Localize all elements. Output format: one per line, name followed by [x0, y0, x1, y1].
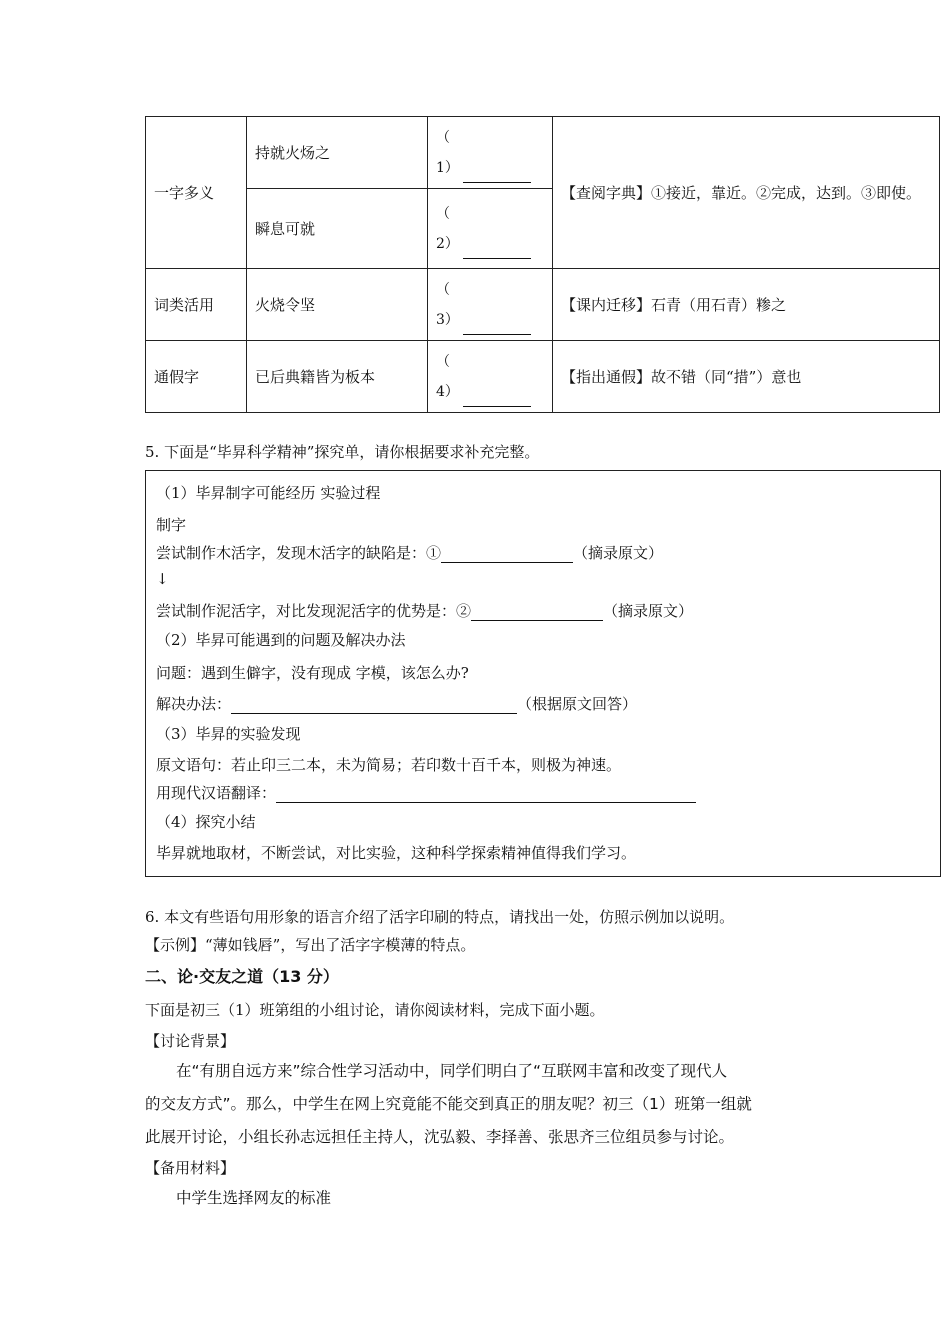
phrase-cell: 持就火炀之: [247, 117, 428, 189]
answer-blank-2[interactable]: [463, 244, 531, 259]
background-paragraph-line: 的交友方式”。那么，中学生在网上究竟能不能交到真正的朋友呢？初三（1）班第一组就: [145, 1095, 752, 1113]
background-paragraph-line: 此展开讨论，小组长孙志远担任主持人，沈弘毅、李择善、张思齐三位组员参与讨论。: [145, 1128, 735, 1146]
background-paragraph-line: 在“有朋自远方来”综合性学习活动中，同学们明白了“互联网丰富和改变了现代人: [176, 1062, 728, 1080]
answer-blank-translation[interactable]: [276, 788, 696, 803]
answer-blank-solution[interactable]: [231, 699, 517, 714]
note-cell: 【指出通假】故不错（同“措”）意也: [553, 341, 940, 413]
phrase-cell: 火烧令坚: [247, 269, 428, 341]
phrase-cell: 瞬息可就: [247, 189, 428, 269]
inquiry-line: （2）毕昇可能遇到的问题及解决办法: [156, 631, 406, 649]
section-intro: 下面是初三（1）班第组的小组讨论，请你阅读材料，完成下面小题。: [145, 1001, 605, 1019]
answer-cell: （ 4）: [428, 341, 553, 413]
inquiry-line: 尝试制作泥活字，对比发现泥活字的优势是：② （摘录原文）: [156, 602, 694, 620]
category-cell: 词类活用: [146, 269, 247, 341]
inquiry-line: 制字: [156, 516, 187, 534]
material-label: 【备用材料】: [145, 1159, 236, 1177]
arrow-down-icon: ↓: [156, 570, 169, 588]
inquiry-line: （4）探究小结: [156, 813, 256, 831]
phrase-cell: 已后典籍皆为板本: [247, 341, 428, 413]
answer-cell: （ 1）: [428, 117, 553, 189]
answer-blank-clay-advantage[interactable]: [471, 606, 603, 621]
inquiry-line: 原文语句：若止印三二本，未为简易；若印数十百千本，则极为神速。: [156, 756, 622, 774]
inquiry-line: 毕昇就地取材，不断尝试，对比实验，这种科学探索精神值得我们学习。: [156, 844, 637, 862]
inquiry-line: 尝试制作木活字，发现木活字的缺陷是：① （摘录原文）: [156, 544, 664, 562]
inquiry-line: （3）毕昇的实验发现: [156, 725, 301, 743]
category-cell: 通假字: [146, 341, 247, 413]
inquiry-line: 解决办法： （根据原文回答）: [156, 695, 638, 713]
answer-cell: （ 3）: [428, 269, 553, 341]
answer-blank-wood-defect[interactable]: [441, 548, 573, 563]
answer-blank-1[interactable]: [463, 168, 531, 183]
material-title: 中学生选择网友的标准: [176, 1189, 332, 1207]
inquiry-line: 问题：遇到生僻字，没有现成 字模，该怎么办?: [156, 664, 469, 682]
inquiry-box: [145, 470, 941, 877]
inquiry-line: （1）毕昇制字可能经历 实验过程: [156, 484, 381, 502]
discussion-background-label: 【讨论背景】: [145, 1032, 236, 1050]
vocab-table: [145, 116, 940, 413]
note-cell: 【课内迁移】石青（用石青）糁之: [553, 269, 940, 341]
category-cell: 一字多义: [146, 117, 247, 269]
question-6-prompt: 6. 本文有些语句用形象的语言介绍了活字印刷的特点，请找出一处，仿照示例加以说明。: [145, 908, 735, 926]
question-6-example: 【示例】“薄如钱唇”，写出了活字字模薄的特点。: [145, 936, 476, 954]
answer-cell: （ 2）: [428, 189, 553, 269]
question-5-prompt: 5. 下面是“毕昇科学精神”探究单，请你根据要求补充完整。: [145, 443, 540, 461]
inquiry-line: 用现代汉语翻译：: [156, 782, 696, 803]
section-heading: 二、论·交友之道（13 分）: [145, 967, 339, 986]
note-cell: 【查阅字典】①接近，靠近。②完成，达到。③即使。: [553, 117, 940, 269]
answer-blank-4[interactable]: [463, 392, 531, 407]
answer-blank-3[interactable]: [463, 320, 531, 335]
